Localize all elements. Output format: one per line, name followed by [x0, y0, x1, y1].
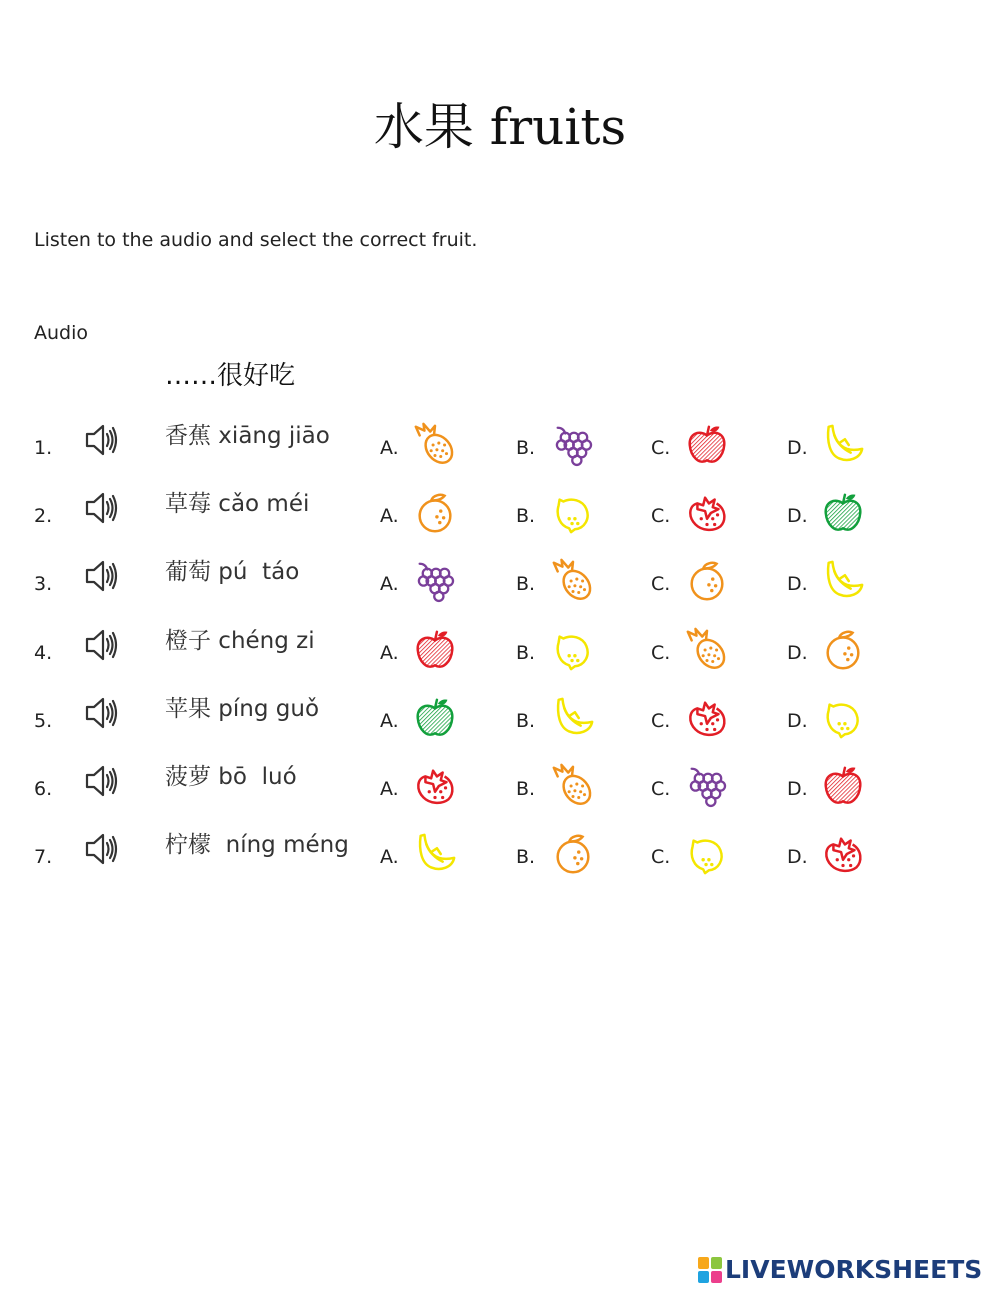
- option-letter: C.: [651, 573, 671, 595]
- pineapple-icon[interactable]: [550, 558, 596, 604]
- option-letter: B.: [516, 437, 536, 459]
- audio-label: Audio: [34, 322, 89, 344]
- option-letter: D.: [787, 437, 808, 459]
- lemon-icon[interactable]: [550, 490, 596, 536]
- liveworksheets-logo-icon: [698, 1257, 722, 1283]
- option-letter: A.: [380, 778, 399, 800]
- strawberry-icon[interactable]: [684, 490, 730, 536]
- orange-icon[interactable]: [412, 490, 458, 536]
- question-number: 3.: [34, 573, 53, 595]
- strawberry-icon[interactable]: [412, 763, 458, 809]
- orange-icon[interactable]: [684, 558, 730, 604]
- apple-icon[interactable]: [820, 763, 866, 809]
- option-letter: C.: [651, 437, 671, 459]
- grapes-icon[interactable]: [412, 558, 458, 604]
- apple-icon[interactable]: [820, 490, 866, 536]
- logo-text: LIVEWORKSHEETS: [725, 1255, 983, 1284]
- option-letter: A.: [380, 846, 399, 868]
- option-letter: D.: [787, 710, 808, 732]
- option-letter: A.: [380, 437, 399, 459]
- question-row: [0, 558, 1000, 618]
- option-letter: A.: [380, 642, 399, 664]
- grapes-icon[interactable]: [684, 763, 730, 809]
- option-letter: D.: [787, 778, 808, 800]
- pineapple-icon[interactable]: [684, 627, 730, 673]
- question-number: 2.: [34, 505, 53, 527]
- option-letter: C.: [651, 505, 671, 527]
- banana-icon[interactable]: [820, 558, 866, 604]
- phrase-text: ……很好吃: [165, 361, 296, 391]
- banana-icon[interactable]: [550, 695, 596, 741]
- apple-icon[interactable]: [412, 627, 458, 673]
- option-letter: D.: [787, 573, 808, 595]
- question-row: [0, 490, 1000, 550]
- grapes-icon[interactable]: [550, 422, 596, 468]
- banana-icon[interactable]: [412, 831, 458, 877]
- question-word: 葡萄 pú táo: [165, 559, 300, 585]
- question-row: [0, 422, 1000, 482]
- speaker-icon[interactable]: [84, 627, 120, 663]
- question-word: 菠萝 bō luó: [165, 764, 297, 790]
- liveworksheets-logo: [698, 1256, 982, 1284]
- option-letter: B.: [516, 710, 536, 732]
- question-number: 4.: [34, 642, 53, 664]
- option-letter: C.: [651, 710, 671, 732]
- strawberry-icon[interactable]: [684, 695, 730, 741]
- speaker-icon[interactable]: [84, 490, 120, 526]
- option-letter: B.: [516, 573, 536, 595]
- apple-icon[interactable]: [412, 695, 458, 741]
- pineapple-icon[interactable]: [550, 763, 596, 809]
- apple-icon[interactable]: [684, 422, 730, 468]
- option-letter: C.: [651, 846, 671, 868]
- question-row: [0, 695, 1000, 755]
- option-letter: D.: [787, 642, 808, 664]
- question-number: 5.: [34, 710, 53, 732]
- option-letter: A.: [380, 710, 399, 732]
- speaker-icon[interactable]: [84, 763, 120, 799]
- option-letter: B.: [516, 778, 536, 800]
- question-row: [0, 763, 1000, 823]
- question-number: 1.: [34, 437, 53, 459]
- speaker-icon[interactable]: [84, 831, 120, 867]
- option-letter: D.: [787, 505, 808, 527]
- orange-icon[interactable]: [550, 831, 596, 877]
- pineapple-icon[interactable]: [412, 422, 458, 468]
- strawberry-icon[interactable]: [820, 831, 866, 877]
- instructions-text: Listen to the audio and select the correct fruit.: [34, 229, 478, 251]
- question-number: 6.: [34, 778, 53, 800]
- question-word: 草莓 cǎo méi: [165, 491, 310, 517]
- speaker-icon[interactable]: [84, 695, 120, 731]
- option-letter: A.: [380, 573, 399, 595]
- question-row: [0, 627, 1000, 687]
- option-letter: D.: [787, 846, 808, 868]
- question-word: 苹果 píng guǒ: [165, 696, 320, 722]
- option-letter: A.: [380, 505, 399, 527]
- speaker-icon[interactable]: [84, 558, 120, 594]
- option-letter: B.: [516, 505, 536, 527]
- question-number: 7.: [34, 846, 53, 868]
- option-letter: C.: [651, 778, 671, 800]
- option-letter: C.: [651, 642, 671, 664]
- question-word: 柠檬 níng méng: [165, 832, 349, 858]
- page-title: 水果 fruits: [373, 98, 627, 156]
- question-word: 橙子 chéng zi: [165, 628, 315, 654]
- lemon-icon[interactable]: [820, 695, 866, 741]
- banana-icon[interactable]: [820, 422, 866, 468]
- option-letter: B.: [516, 846, 536, 868]
- question-row: [0, 831, 1000, 891]
- orange-icon[interactable]: [820, 627, 866, 673]
- lemon-icon[interactable]: [684, 831, 730, 877]
- speaker-icon[interactable]: [84, 422, 120, 458]
- lemon-icon[interactable]: [550, 627, 596, 673]
- question-word: 香蕉 xiāng jiāo: [165, 423, 330, 449]
- option-letter: B.: [516, 642, 536, 664]
